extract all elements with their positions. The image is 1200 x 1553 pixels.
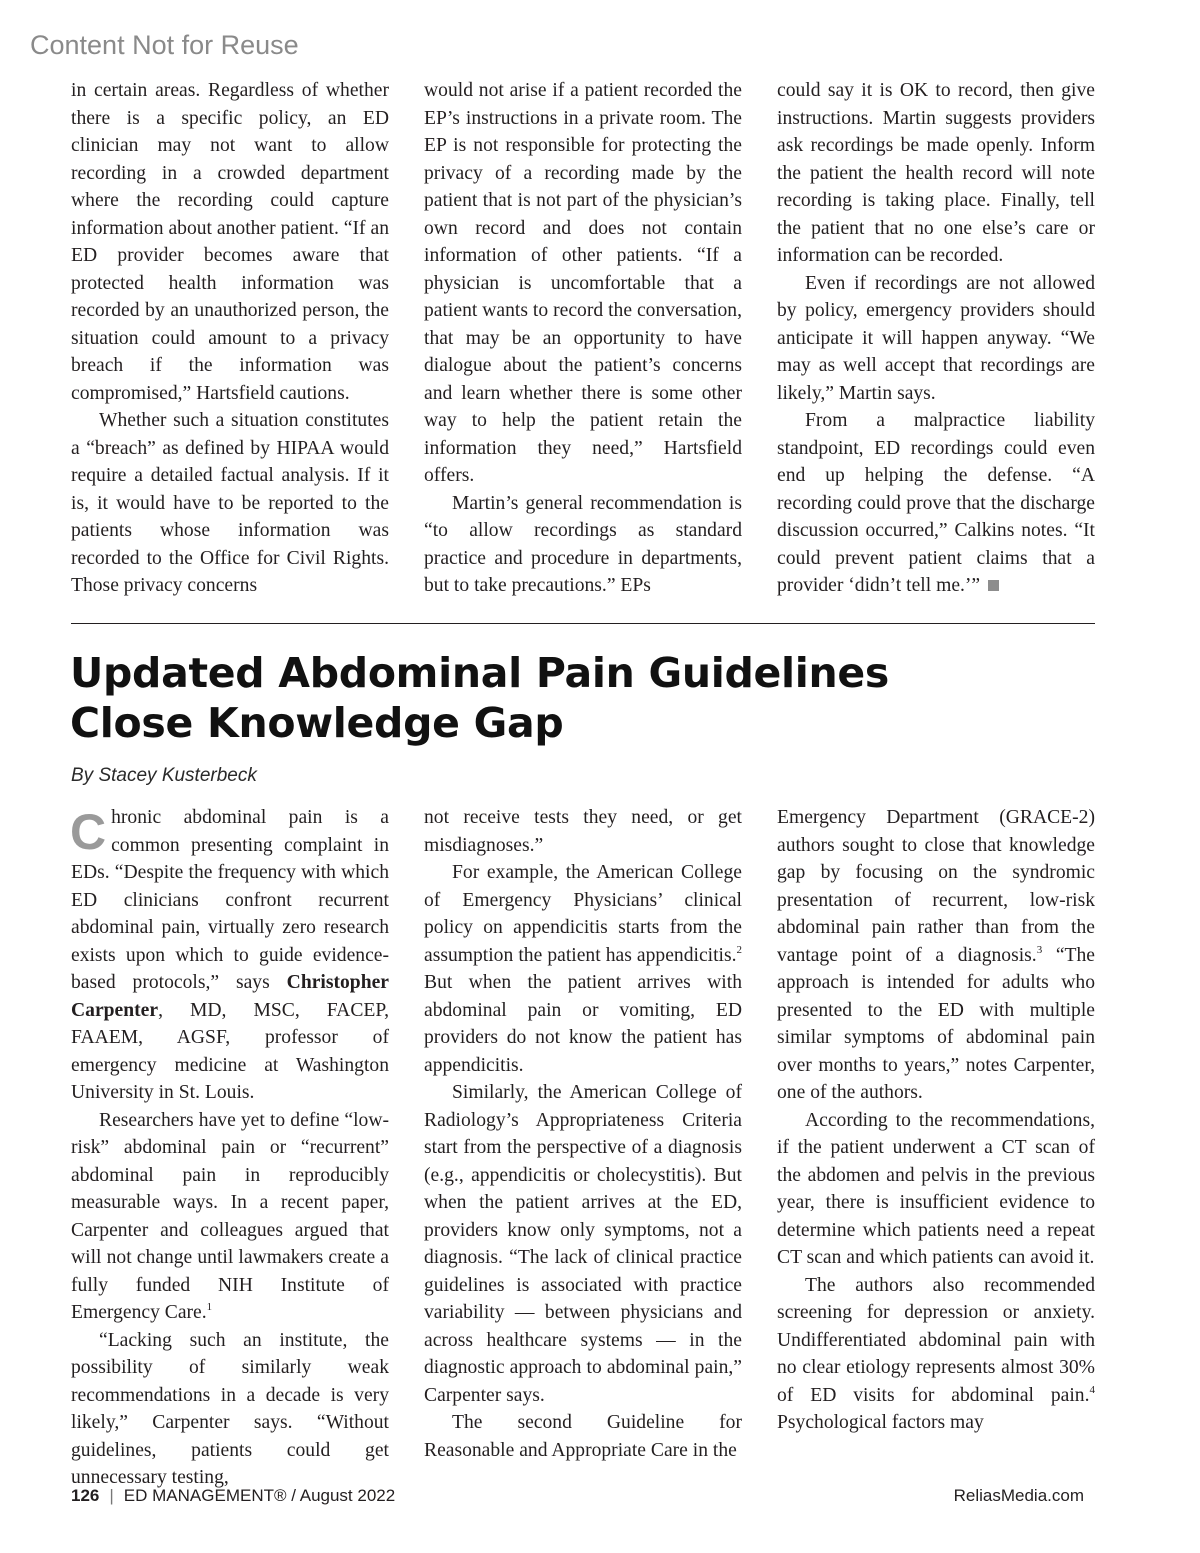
article-column-1 <box>70 804 389 1488</box>
paragraph: Martin’s general recommendation is “to allow recordings as standard practice and procedure in departments, but to take precautions.” EPs <box>424 492 742 596</box>
paragraph-last <box>777 407 1095 600</box>
page-number: 126 <box>71 1486 100 1505</box>
article-column-2 <box>424 804 742 1464</box>
watermark-text: Content Not for Reuse <box>30 30 299 60</box>
drop-cap: C <box>70 804 107 860</box>
footnote-ref: 2 <box>736 943 742 956</box>
paragraph <box>424 859 742 1079</box>
paragraph: could say it is OK to record, then give instructions. Martin suggests providers ask recordings be made openly. Inform the patient the health record will note recording is taking place. Finally, tell the patient that no one else’s care or information can be recorded. <box>777 80 1095 266</box>
top-article-column-1 <box>71 77 389 607</box>
paragraph: would not arise if a patient recorded the EP’s instructions in a private room. The EP is not responsible for protecting the privacy of a recording made by the patient that is not part of the physician’s own record and does not contain information of other patients. “If a physician is uncomfortable that a patient wants to record the conversation, that may be an opportunity to have dialogue about the patient’s concerns and learn whether there is some other way to help the patient retain the information they need,” Hartsfield offers. <box>424 80 742 486</box>
publication-title: ED MANAGEMENT® / August 2022 <box>123 1486 396 1505</box>
text-run: “The approach is intended for adults who presented to the ED with multiple similar symptoms of abdominal pain over months to years,” notes Carpenter, one of the authors. <box>777 944 1095 1103</box>
top-article-column-2 <box>424 77 742 607</box>
byline: By Stacey Kusterbeck <box>71 765 257 786</box>
text-run: , MD, MSC, FACEP, FAAEM, AGSF, professor of emergency medicine at Washington University in St. Louis. <box>71 999 389 1103</box>
section-divider <box>71 623 1095 624</box>
lead-paragraph <box>71 804 389 1107</box>
headline-line-2: Close Knowledge Gap <box>70 699 564 747</box>
footnote-ref: 3 <box>1036 943 1043 956</box>
paragraph: in certain areas. Regardless of whether there is a specific policy, an ED clinician may not want to allow recording in a crowded department where the recording could capture information about another patient. “If an ED provider becomes aware that protected health information was recorded by an unauthorized person, the situation could amount to a privacy breach if the information was compromised,” Hartsfield cautions. <box>71 80 389 404</box>
paragraph: Even if recordings are not allowed by policy, emergency providers should anticipate it will happen anyway. “We may as well accept that recordings are likely,” Martin says. <box>777 272 1095 404</box>
paragraph: “Lacking such an institute, the possibility of similarly weak recommendations in a decade is very likely,” Carpenter says. “Without guidelines, patients could get unnecessary testing, <box>71 1329 389 1488</box>
text-run: Researchers have yet to define “low-risk” abdominal pain or “recurrent” abdominal pain in reproducibly measurable ways. In a recent paper, Carpenter and colleagues argued that will not change until lawmakers create a fully funded NIH Institute of Emergency Care. <box>71 1109 389 1323</box>
text-run: Emergency Department (GRACE-2) authors sought to close that knowledge gap by focusing on the syndromic presentation of recurrent, low-risk abdominal pain rather than from the vantage point of a diagnosis. <box>777 807 1095 966</box>
paragraph: The second Guideline for Reasonable and Appropriate Care in the <box>424 1412 742 1461</box>
paragraph: According to the recommendations, if the patient underwent a CT scan of the abdomen and pelvis in the previous year, there is insufficient evidence to determine which patients need a repeat CT scan and which patients can avoid it. <box>777 1109 1095 1268</box>
paragraph <box>777 804 1095 1107</box>
end-of-article-square-icon <box>988 580 999 591</box>
top-article-column-3 <box>777 77 1095 607</box>
page-footer <box>71 1486 395 1506</box>
footer-separator: | <box>109 1486 114 1505</box>
text-run: Psychological factors may <box>777 1412 984 1433</box>
website-url: ReliasMedia.com <box>953 1486 1084 1505</box>
paragraph: Whether such a situation constitutes a “breach” as defined by HIPAA would require a detailed factual analysis. If it is, it would have to be reported to the patients whose information was recorded to the Office for Civil Rights. Those privacy concerns <box>71 410 389 596</box>
text-run: hronic abdominal pain is a common presenting complaint in EDs. “Despite the frequency with which ED clinicians confront recurrent abdominal pain, virtually zero research exists upon which to guide evidence-based protocols,” says <box>71 807 389 993</box>
article-column-3 <box>777 804 1095 1464</box>
text-run: The authors also recommended screening for depression or anxiety. Undifferentiated abdominal pain with no clear etiology represents almost 30% of ED visits for abdominal pain. <box>777 1274 1095 1406</box>
headline-line-1: Updated Abdominal Pain Guidelines <box>70 649 890 697</box>
article-headline <box>70 648 1070 748</box>
paragraph-text: From a malpractice liability standpoint, ED recordings could even end up helping the defense. “A recording could prove that the discharge discussion occurred,” Calkins notes. “It could prevent patient claims that a provider ‘didn’t tell me.’” <box>777 410 1095 596</box>
text-run: For example, the American College of Emergency Physicians’ clinical policy on appendicitis starts from the assumption the patient has appendicitis. <box>424 862 742 966</box>
text-run: But when the patient arrives with abdominal pain or vomiting, ED providers do not know the patient has appendicitis. <box>424 972 742 1076</box>
paragraph: not receive tests they need, or get misdiagnoses.” <box>424 807 742 856</box>
paragraph <box>71 1107 389 1327</box>
paragraph <box>777 1272 1095 1437</box>
footnote-ref: 4 <box>1089 1383 1095 1396</box>
paragraph: Similarly, the American College of Radiology’s Appropriateness Criteria start from the perspective of a diagnosis (e.g., appendicitis or cholecystitis). But when the patient arrives at the ED, providers know only symptoms, not a diagnosis. “The lack of clinical practice guidelines is associated with practice variability — between physicians and across healthcare systems — in the diagnostic approach to abdominal pain,” Carpenter says. <box>424 1082 742 1406</box>
footnote-ref: 1 <box>206 1301 213 1313</box>
person-name: Christopher Carpenter <box>71 972 389 1021</box>
